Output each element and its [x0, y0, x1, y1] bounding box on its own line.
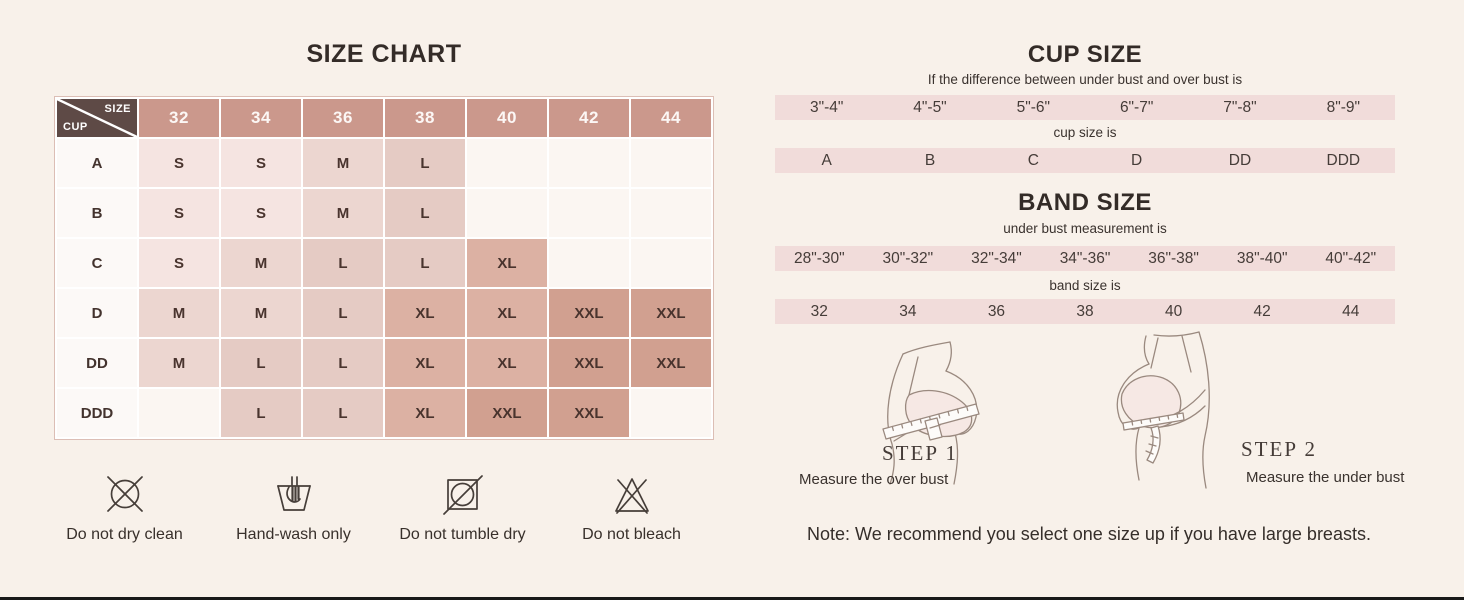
band-number-cell: 32 — [810, 302, 828, 320]
band-size-column-header: 32 — [139, 99, 219, 137]
size-cell-empty — [631, 189, 711, 237]
care-label: Do not bleach — [582, 526, 681, 543]
cup-size-title: CUP SIZE — [1027, 41, 1143, 68]
size-cell-empty — [631, 239, 711, 287]
size-cell-empty — [549, 139, 629, 187]
band-measurement-cell: 30"-32" — [882, 249, 934, 267]
band-measurement-row — [775, 246, 1395, 271]
size-cell: M — [139, 289, 219, 337]
band-size-column-header: 36 — [303, 99, 383, 137]
size-cell: XXL — [631, 289, 711, 337]
size-cell-empty — [549, 189, 629, 237]
cup-row-label: B — [57, 189, 137, 237]
size-cell: L — [303, 289, 383, 337]
band-size-column-header: 38 — [385, 99, 465, 137]
size-cell-empty — [467, 139, 547, 187]
do-not-dry-clean-icon — [101, 470, 149, 518]
size-cell-empty — [139, 389, 219, 437]
size-cell: XXL — [467, 389, 547, 437]
size-cell: S — [221, 189, 301, 237]
size-cell: XL — [467, 339, 547, 387]
care-item-do-not-bleach — [547, 470, 716, 544]
band-number-cell: 42 — [1253, 302, 1271, 320]
cup-row-label: DD — [57, 339, 137, 387]
size-cell-empty — [467, 189, 547, 237]
corner-cup-label: CUP — [63, 121, 88, 133]
care-label: Do not tumble dry — [399, 526, 526, 543]
cup-row-label: D — [57, 289, 137, 337]
band-size-column-header: 42 — [549, 99, 629, 137]
size-cell: L — [385, 139, 465, 187]
size-cell: L — [385, 239, 465, 287]
band-number-cell: 38 — [1076, 302, 1094, 320]
hand-wash-icon — [270, 470, 318, 518]
step2-label: STEP 2 — [1241, 437, 1317, 461]
cup-row-label: A — [57, 139, 137, 187]
step1-label: STEP 1 — [882, 441, 958, 465]
size-cell: XL — [385, 339, 465, 387]
cup-difference-cell: 7"-8" — [1223, 98, 1257, 116]
size-cell: XXL — [549, 289, 629, 337]
size-cell-empty — [549, 239, 629, 287]
cup-letter-cell: A — [821, 151, 832, 169]
band-size-column-header: 44 — [631, 99, 711, 137]
cup-row-label: C — [57, 239, 137, 287]
size-cell: L — [303, 239, 383, 287]
note-text: Note: We recommend you select one size up if you have large breasts. — [807, 524, 1371, 544]
band-size-subtitle: under bust measurement is — [1003, 221, 1167, 236]
corner-size-label: SIZE — [104, 103, 131, 115]
band-measurement-cell: 36"-38" — [1148, 249, 1199, 267]
size-cell: M — [139, 339, 219, 387]
care-label: Do not dry clean — [66, 526, 183, 543]
cup-row-label: DDD — [57, 389, 137, 437]
band-measurement-cell: 28"-30" — [793, 249, 845, 267]
size-cell: S — [221, 139, 301, 187]
underbust-measure-illustration — [1070, 330, 1260, 490]
care-item-do-not-tumble-dry — [378, 470, 547, 544]
step2-caption: Measure the under bust — [1246, 469, 1405, 486]
care-instructions — [40, 470, 716, 544]
cup-letter-cell: DD — [1228, 151, 1252, 169]
band-number-cell: 36 — [987, 302, 1006, 320]
do-not-bleach-icon — [608, 470, 656, 518]
size-cell-empty — [631, 389, 711, 437]
band-size-middle-label: band size is — [1049, 278, 1121, 293]
band-number-cell: 34 — [899, 302, 917, 320]
size-cell: XXL — [631, 339, 711, 387]
cup-letter-cell: DDD — [1326, 151, 1361, 169]
band-numbers-row — [775, 299, 1395, 324]
cup-difference-cell: 3"-4" — [809, 98, 844, 116]
cup-letter-cell: B — [924, 151, 936, 169]
cup-size-subtitle: If the difference between under bust and over bust is — [927, 72, 1243, 87]
care-item-hand-wash-only — [209, 470, 378, 544]
size-cell: L — [221, 339, 301, 387]
cup-difference-cell: 5"-6" — [1016, 98, 1051, 116]
cup-letter-cell: C — [1027, 151, 1039, 169]
band-number-cell: 40 — [1164, 302, 1183, 320]
size-cell: L — [385, 189, 465, 237]
band-measurement-cell: 40"-42" — [1325, 249, 1377, 267]
care-item-do-not-dry-clean — [40, 470, 209, 544]
size-chart-title: SIZE CHART — [306, 40, 462, 68]
cup-difference-cell: 8"-9" — [1326, 98, 1361, 116]
size-cell: L — [303, 339, 383, 387]
cup-difference-cell: 4"-5" — [913, 98, 947, 116]
cup-difference-row — [775, 95, 1395, 120]
size-cell: S — [139, 189, 219, 237]
size-cell: XXL — [549, 389, 629, 437]
band-measurement-cell: 34"-36" — [1059, 249, 1111, 267]
cup-letters-row — [775, 148, 1395, 173]
size-cell: S — [139, 139, 219, 187]
cup-difference-cell: 6"-7" — [1119, 98, 1154, 116]
size-cell: M — [221, 239, 301, 287]
do-not-tumble-dry-icon — [439, 470, 487, 518]
band-size-column-header: 34 — [221, 99, 301, 137]
size-cell: L — [221, 389, 301, 437]
band-size-title: BAND SIZE — [1018, 189, 1152, 216]
band-number-cell: 44 — [1342, 302, 1360, 320]
band-measurement-cell: 32"-34" — [971, 249, 1022, 267]
size-cell: L — [303, 389, 383, 437]
size-chart-corner-cell — [57, 99, 137, 137]
band-size-column-header: 40 — [467, 99, 547, 137]
size-cell: M — [303, 139, 383, 187]
size-cell: XL — [467, 239, 547, 287]
size-cell: M — [221, 289, 301, 337]
cup-size-middle-label: cup size is — [1053, 125, 1117, 140]
size-cell: XL — [385, 389, 465, 437]
step1-caption: Measure the over bust — [799, 471, 949, 488]
size-cell: S — [139, 239, 219, 287]
care-label: Hand-wash only — [236, 526, 351, 543]
cup-letter-cell: D — [1131, 151, 1143, 169]
size-cell: M — [303, 189, 383, 237]
size-cell: XXL — [549, 339, 629, 387]
size-chart-table — [54, 96, 714, 440]
size-cell: XL — [467, 289, 547, 337]
size-cell-empty — [631, 139, 711, 187]
band-measurement-cell: 38"-40" — [1236, 249, 1288, 267]
size-cell: XL — [385, 289, 465, 337]
